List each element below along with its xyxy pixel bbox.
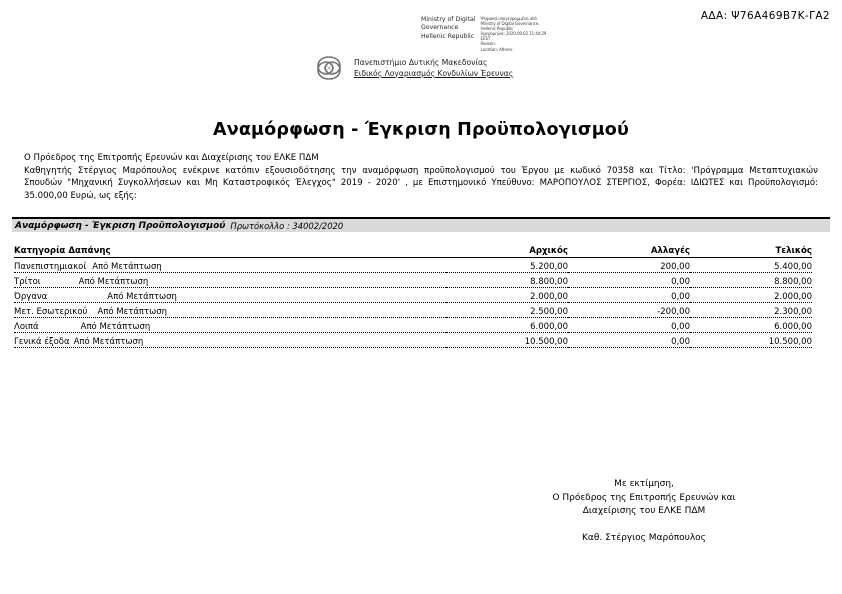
intro-line-1: Ο Πρόεδρος της Επιτροπής Ερευνών και Διαχείρισης του ΕΛΚΕ ΠΔΜ bbox=[24, 153, 319, 163]
cell-initial: 2.500,00 bbox=[446, 303, 568, 318]
table-row bbox=[14, 288, 812, 303]
university-department: Ειδικός Λογαριασμός Κονδυλίων Έρευνας bbox=[354, 69, 514, 78]
cell-changes: 0,00 bbox=[568, 273, 690, 288]
cell-changes: 0,00 bbox=[568, 333, 690, 348]
budget-table bbox=[14, 241, 812, 348]
cell-initial: 8.800,00 bbox=[446, 273, 568, 288]
cell-final: 6.000,00 bbox=[690, 318, 812, 333]
intro-paragraph bbox=[24, 152, 818, 202]
intro-line-4: 35.000,00 Ευρώ, ως εξής: bbox=[24, 190, 137, 201]
cell-category bbox=[14, 258, 446, 273]
cell-initial: 2.000,00 bbox=[446, 288, 568, 303]
intro-line-3: Σπουδών "Μηχανική Συγκολλήσεων και Μη Καταστροφικός Έλεγχος" 2019 - 2020' , με Επιστημονικό Υπεύθυνο: ΜΑΡΟΠΟΥΛΟΣ ΣΤΕΡΓΙΟΣ, Φορέα: ΙΔΙΩΤΕΣ και Προϋπολογισμό: bbox=[24, 178, 818, 189]
cell-final: 2.000,00 bbox=[690, 288, 812, 303]
column-header-initial: Αρχικός bbox=[446, 241, 568, 258]
table-row bbox=[14, 318, 812, 333]
ministry-name-line-2: Governance bbox=[421, 24, 459, 32]
page-title: Αναμόρφωση - Έγκριση Προϋπολογισμού bbox=[212, 120, 630, 140]
signature-line-3: Hellenic Republic bbox=[480, 26, 514, 32]
university-identity bbox=[313, 52, 513, 84]
column-header-final: Τελικός bbox=[690, 241, 812, 258]
cell-final: 10.500,00 bbox=[690, 333, 812, 348]
signature-line-2: Ministry of Digital Governance, bbox=[480, 21, 540, 27]
category-source: Από Μετάπτωση bbox=[78, 277, 149, 287]
university-name: Πανεπιστήμιο Δυτικής Μακεδονίας bbox=[354, 57, 488, 67]
category-source: Από Μετάπτωση bbox=[80, 322, 151, 332]
cell-category bbox=[14, 318, 446, 333]
category-name: Πανεπιστημιακοί bbox=[14, 262, 87, 272]
ada-code: ΑΔΑ: Ψ76Α469Β7Κ-ΓΑ2 bbox=[700, 10, 830, 22]
cell-changes: 200,00 bbox=[568, 258, 690, 273]
signature-line-5: EEST bbox=[480, 36, 491, 42]
section-title: Αναμόρφωση - Έγκριση Προϋπολογισμού bbox=[15, 220, 226, 231]
cell-changes: 0,00 bbox=[568, 318, 690, 333]
cell-initial: 5.200,00 bbox=[446, 258, 568, 273]
ministry-name-line-1: Ministry of Digital bbox=[421, 16, 476, 23]
category-name: Όργανα bbox=[14, 292, 48, 302]
footer-signature-block bbox=[470, 478, 818, 519]
intro-line-2: Καθηγητής Στέργιος Μαρόπουλος ενέκρινε κατόπιν εξουσιοδότησης την αναμόρφωση προϋπολογισμού του Έργου με κωδικό 70358 και Τίτλο: 'Πρόγραμμα Μεταπτυχιακών bbox=[24, 165, 818, 176]
table-header-row bbox=[14, 241, 812, 258]
category-name: Τρίτοι bbox=[14, 277, 41, 287]
table-row bbox=[14, 333, 812, 348]
cell-final: 8.800,00 bbox=[690, 273, 812, 288]
table-row bbox=[14, 273, 812, 288]
cell-category bbox=[14, 303, 446, 318]
category-source: Από Μετάπτωση bbox=[92, 262, 162, 272]
cell-category bbox=[14, 333, 446, 348]
category-source: Από Μετάπτωση bbox=[73, 337, 144, 347]
column-header-changes: Αλλαγές bbox=[568, 241, 690, 258]
cell-changes: -200,00 bbox=[568, 303, 690, 318]
footer-signatory-name: Καθ. Στέργιος Μαρόπουλος bbox=[582, 533, 706, 543]
category-name: Λοιπά bbox=[14, 322, 39, 332]
footer-line-3: Διαχείρισης του ΕΛΚΕ ΠΔΜ bbox=[582, 506, 706, 516]
category-source: Από Μετάπτωση bbox=[97, 307, 168, 317]
signature-line-1: Ψηφιακά υπογεγραμμένο από bbox=[480, 16, 537, 21]
section-header-band bbox=[12, 217, 830, 232]
category-name: Μετ. Εσωτερικού bbox=[14, 307, 88, 317]
ministry-name-line-3: Hellenic Republic bbox=[421, 32, 475, 40]
ministry-header bbox=[421, 16, 546, 52]
cell-final: 2.300,00 bbox=[690, 303, 812, 318]
document-header bbox=[313, 14, 547, 114]
footer-line-2: Ο Πρόεδρος της Επιτροπής Ερευνών και bbox=[552, 492, 736, 503]
footer-line-1: Με εκτίμηση, bbox=[614, 479, 674, 489]
university-name-block bbox=[354, 57, 513, 80]
cell-category bbox=[14, 288, 446, 303]
cell-initial: 10.500,00 bbox=[446, 333, 568, 348]
category-name: Γενικά έξοδα bbox=[14, 337, 70, 347]
table-row bbox=[14, 303, 812, 318]
signature-line-4: Ημερομηνία: 2020.09.02 11:44:29 bbox=[480, 31, 547, 37]
signature-line-7: Location: Athens bbox=[480, 46, 513, 52]
university-emblem-icon bbox=[313, 52, 345, 84]
cell-category bbox=[14, 273, 446, 288]
signature-line-6: Reason: bbox=[480, 41, 496, 47]
column-header-category: Κατηγορία Δαπάνης bbox=[14, 241, 446, 258]
section-protocol: Πρωτόκολλο : 34002/2020 bbox=[230, 220, 344, 231]
ministry-name-en bbox=[421, 16, 476, 41]
table-row bbox=[14, 258, 812, 273]
digital-signature-stamp bbox=[481, 16, 547, 52]
table-body bbox=[14, 258, 812, 348]
category-source: Από Μετάπτωση bbox=[107, 292, 177, 302]
cell-changes: 0,00 bbox=[568, 288, 690, 303]
table-header bbox=[14, 241, 812, 258]
cell-initial: 6.000,00 bbox=[446, 318, 568, 333]
cell-final: 5.400,00 bbox=[690, 258, 812, 273]
